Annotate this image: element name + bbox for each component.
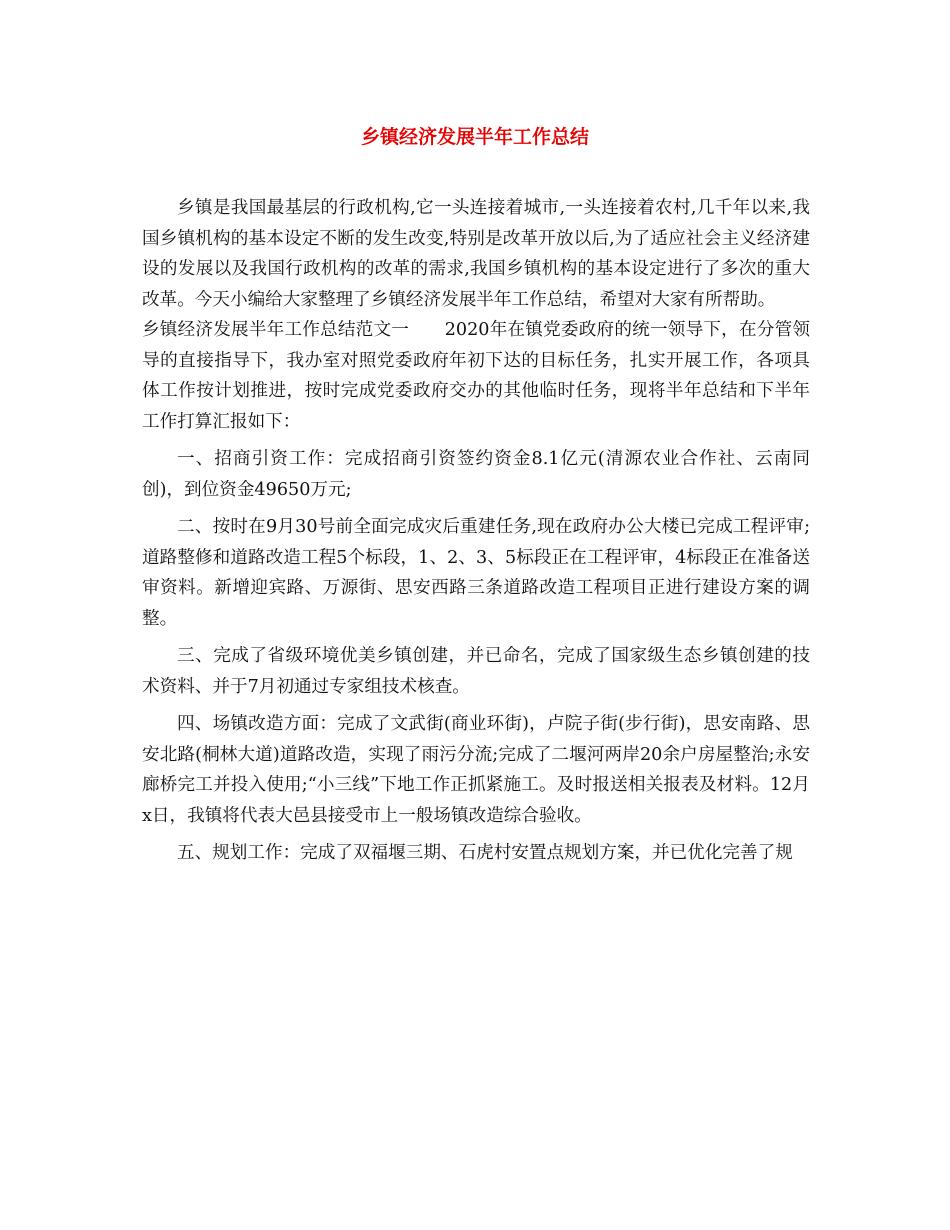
document-title: 乡镇经济发展半年工作总结 xyxy=(360,126,589,148)
intro-paragraph: 乡镇是我国最基层的行政机构,它一头连接着城市,一头连接着农村,几千年以来,我国乡镇机构的基本设定不断的发生改变,特别是改革开放以后,为了适应社会主义经济建设的发展以及我国行政机构的改革的需求,我国乡镇机构的基本设定进行了多次的重大改革。今天小编给大家整理了乡镇经济发展半年工作总结，希望对大家有所帮助。 xyxy=(142,198,810,310)
item-environment-paragraph: 三、完成了省级环境优美乡镇创建，并已命名，完成了国家级生态乡镇创建的技术资料、并于7月初通过专家组技术核查。 xyxy=(142,646,810,697)
item-investment-paragraph: 一、招商引资工作：完成招商引资签约资金8.1亿元(清源农业合作社、云南同创)，到位资金49650万元; xyxy=(142,449,810,500)
item-planning-paragraph: 五、规划工作：完成了双福堰三期、石虎村安置点规划方案，并已优化完善了规 xyxy=(177,843,793,863)
item-town-renovation-paragraph: 四、场镇改造方面：完成了文武街(商业环街)，卢院子街(步行街)，思安南路、思安北路(桐林大道)道路改造，实现了雨污分流;完成了二堰河两岸20余户房屋整治;永安廊桥完工并投入使用;“小三线”下地工作正抓紧施工。及时报送相关报表及材料。12月x日，我镇将代表大邑县接受市上一般场镇改造综合验收。 xyxy=(142,714,810,826)
item-reconstruction-paragraph: 二、按时在9月30号前全面完成灾后重建任务,现在政府办公大楼已完成工程评审;道路整修和道路改造工程5个标段，1、2、3、5标段正在工程评审，4标段正在准备送审资料。新增迎宾路、万源街、思安西路三条道路改造工程项目正进行建设方案的调整。 xyxy=(142,517,810,629)
sample-one-paragraph: 乡镇经济发展半年工作总结范文一 2020年在镇党委政府的统一领导下，在分管领导的直接指导下，我办室对照党委政府年初下达的目标任务，扎实开展工作，各项具体工作按计划推进，按时完成党委政府交办的其他临时任务，现将半年总结和下半年工作打算汇报如下： xyxy=(142,320,810,432)
document-body xyxy=(142,193,810,869)
